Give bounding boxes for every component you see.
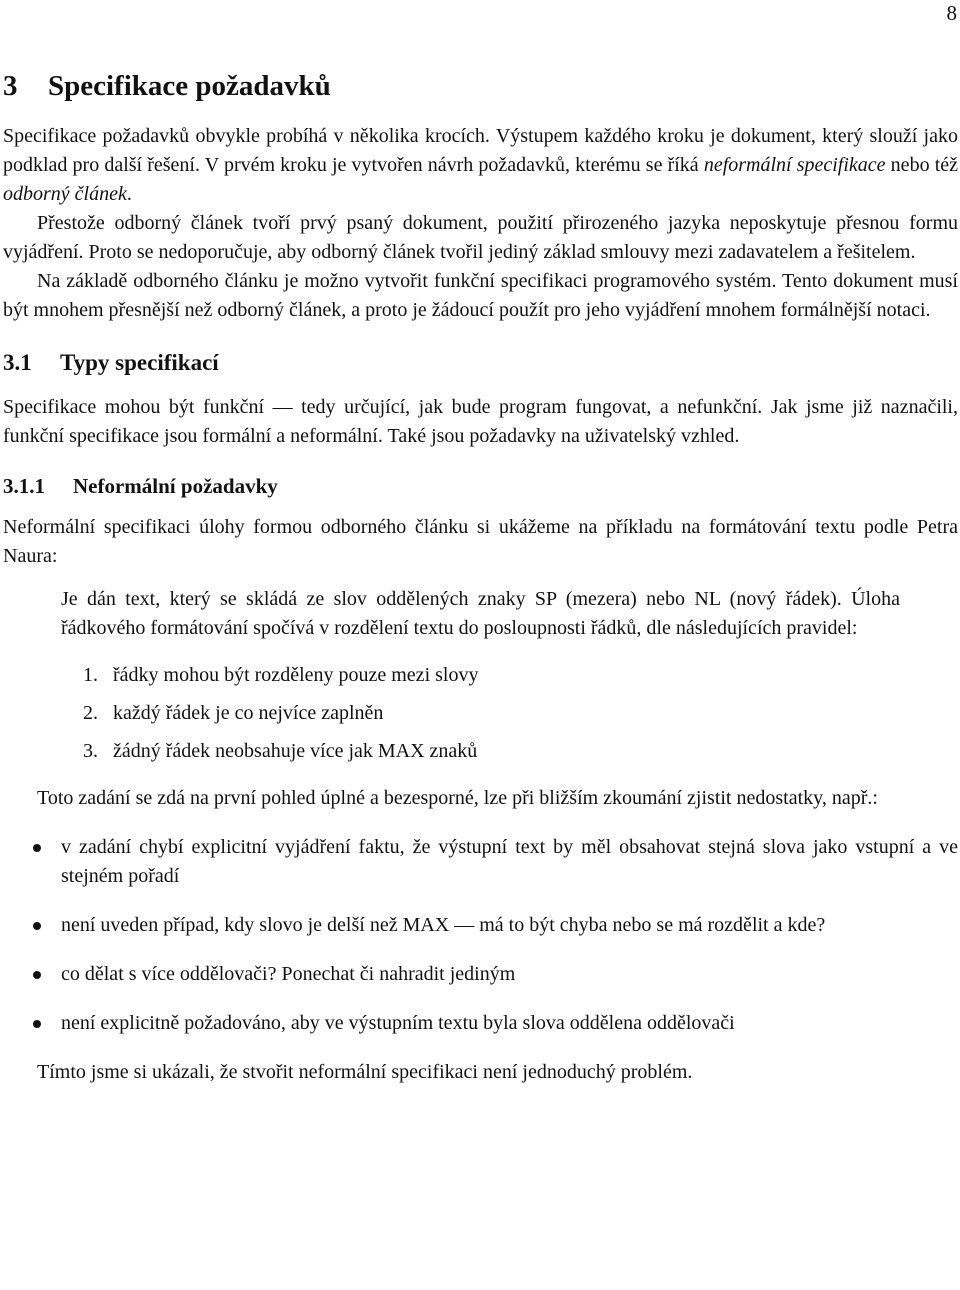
issues-list (3, 833, 958, 1038)
subsubsection-title: Neformální požadavky (73, 474, 278, 498)
item-number: 3. (83, 740, 98, 762)
item-text: není uveden případ, kdy slovo je delší než MAX — má to být chyba nebo se má rozdělit a kde? (61, 914, 826, 936)
list-item (83, 661, 958, 690)
intro-text: . (126, 183, 132, 205)
bullet-icon (33, 971, 41, 979)
subsubsection-paragraph: Neformální specifikaci úlohy formou odborného článku si ukážeme na příkladu na formátování textu podle Petra Naura: (3, 516, 958, 567)
analysis-paragraph: Toto zadání se zdá na první pohled úplné a bezesporné, lze při bližším zkoumání zjistit nedostatky, např.: (37, 787, 878, 809)
item-text: řádky mohou být rozděleny pouze mezi slovy (113, 664, 479, 686)
list-item (3, 1009, 958, 1038)
list-item (83, 737, 958, 766)
subsection-number: 3.1 (3, 350, 32, 375)
item-text: co dělat s více oddělovači? Ponechat či nahradit jediným (61, 963, 516, 985)
term-technical-article: odborný článek (3, 183, 127, 205)
section-title: Specifikace požadavků (48, 70, 331, 102)
section-number: 3 (3, 70, 18, 102)
bullet-icon (33, 844, 41, 852)
quote-text: Je dán text, který se skládá ze slov oddělených znaky SP (mezera) nebo NL (nový řádek). Úloha řádkového formátování spočívá v rozdělení textu do posloupnosti řádků, dle následujících pravidel: (61, 588, 900, 639)
list-item (83, 699, 958, 728)
page-number: 8 (946, 1, 957, 25)
list-item (3, 833, 958, 891)
item-text: každý řádek je co nejvíce zaplněn (113, 702, 384, 724)
subsubsection-heading (3, 471, 958, 501)
page-content (3, 68, 958, 1087)
intro-paragraph-3: Na základě odborného článku je možno vytvořit funkční specifikaci programového systém. Tento dokument musí být mnohem přesnější než odborný článek, a proto je žádoucí použít pro jeho vyjádření mnohem formálnější notaci. (3, 270, 958, 321)
section-heading (3, 68, 958, 104)
item-number: 1. (83, 664, 98, 686)
list-item (3, 911, 958, 940)
conclusion-paragraph: Tímto jsme si ukázali, že stvořit neformální specifikaci není jednoduchý problém. (37, 1061, 693, 1083)
intro-paragraph-1 (3, 122, 958, 209)
quoted-specification (3, 585, 958, 643)
intro-text: Specifikace požadavků obvykle probíhá v několika krocích. Výstupem každého kroku je dokument, který slouží jako podklad pro další řešení. V prvém kroku je vytvořen návrh požadavků, kterému se říká (3, 125, 958, 176)
bullet-icon (33, 922, 41, 930)
item-text: v zadání chybí explicitní vyjádření faktu, že výstupní text by měl obsahovat stejná slova jako vstupní a ve stejném pořadí (61, 836, 958, 887)
item-text: není explicitně požadováno, aby ve výstupním textu byla slova oddělena oddělovači (61, 1012, 735, 1034)
item-text: žádný řádek neobsahuje více jak MAX znaků (113, 740, 478, 762)
intro-text: nebo též (885, 154, 958, 176)
subsection-paragraph: Specifikace mohou být funkční — tedy určující, jak bude program fungovat, a nefunkční. Jak jsme již naznačili, funkční specifikace jsou formální a neformální. Také jsou požadavky na uživatelský vzhled. (3, 396, 958, 447)
subsection-heading (3, 347, 958, 379)
intro-paragraph-2: Přestože odborný článek tvoří prvý psaný dokument, použití přirozeného jazyka neposkytuje přesnou formu vyjádření. Proto se nedoporučuje, aby odborný článek tvořil jediný základ smlouvy mezi zadavatelem a řešitelem. (3, 212, 958, 263)
bullet-icon (33, 1020, 41, 1028)
item-number: 2. (83, 702, 98, 724)
subsection-title: Typy specifikací (60, 350, 219, 375)
rules-list (3, 661, 958, 766)
subsubsection-number: 3.1.1 (3, 474, 45, 498)
term-informal-spec: neformální specifikace (703, 154, 886, 176)
list-item (3, 960, 958, 989)
